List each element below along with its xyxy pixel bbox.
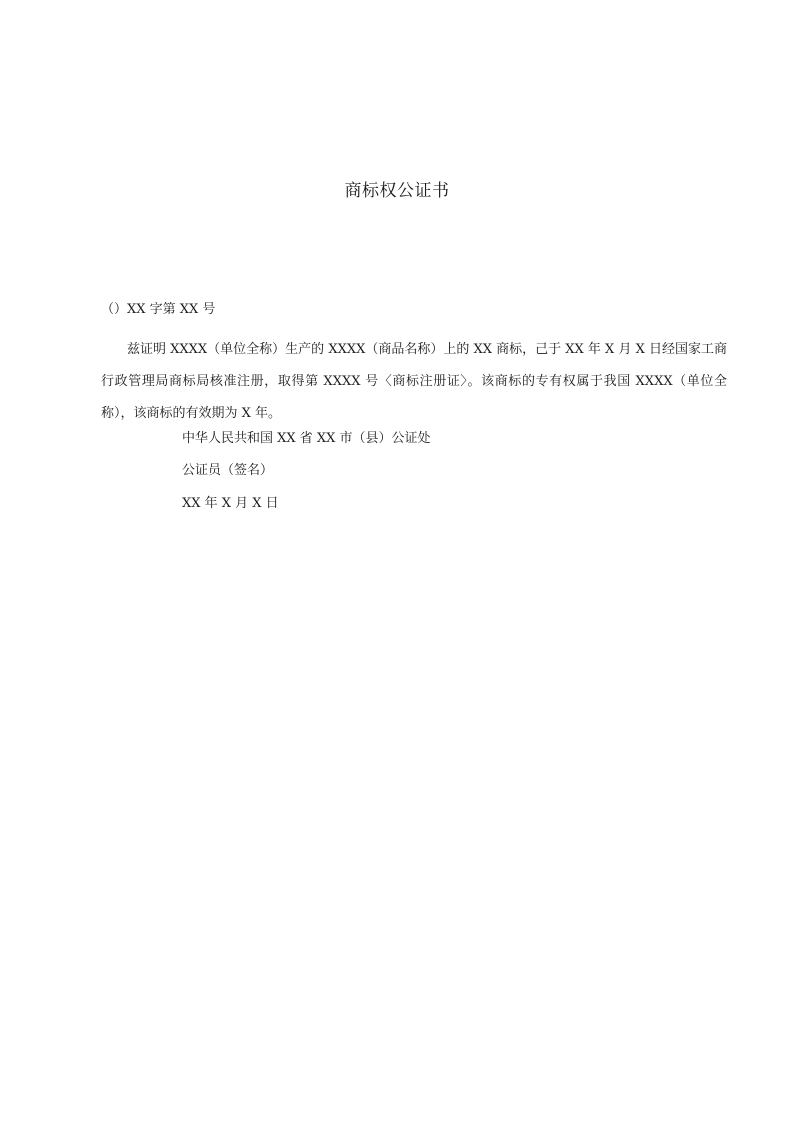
document-title: 商标权公证书 (344, 181, 450, 201)
reference-number: （）XX 字第 XX 号 (101, 302, 216, 317)
notary-office: 中华人民共和国 XX 省 XX 市（县）公证处 (182, 431, 431, 446)
notary-signature: 公证员（签名） (182, 463, 274, 478)
body-paragraph: 兹证明 XXXX（单位全称）生产的 XXXX（商品名称）上的 XX 商标，己于 XX 年 X 月 X 日经国家工商行政管理局商标局核准注册，取得第 XXXX 号〈商标注册证〉。该商标的专有权属于我国 XXXX（单位全称），该商标的有效期为 X 年。 (101, 342, 727, 421)
signature-date: XX 年 X 月 X 日 (182, 496, 279, 511)
